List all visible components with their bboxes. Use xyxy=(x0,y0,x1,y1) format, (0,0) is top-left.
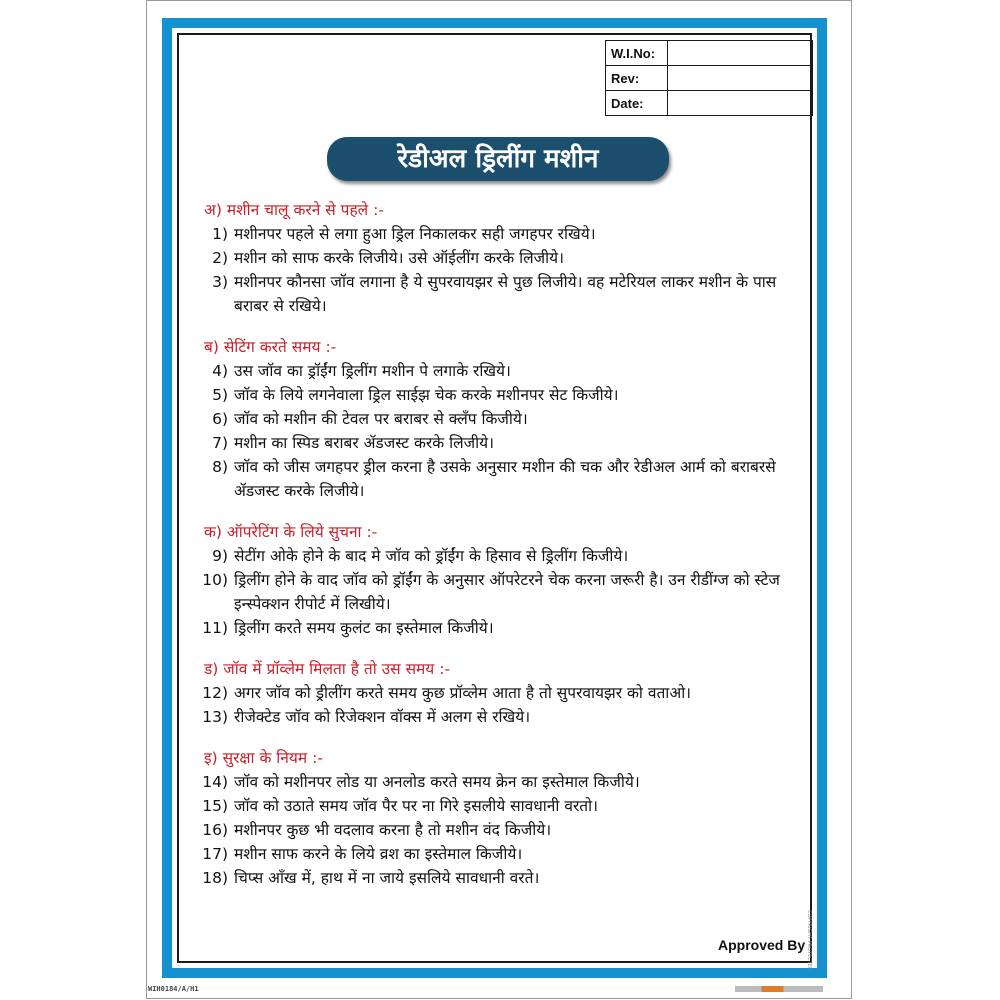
list-item xyxy=(196,270,806,318)
item-text: मशीन का स्पिड बराबर ॲडजस्ट करके लिजीये। xyxy=(234,434,494,452)
work-instruction-info-table xyxy=(605,40,813,116)
list-item xyxy=(196,705,806,729)
list-item xyxy=(196,246,806,270)
list-item xyxy=(196,359,806,383)
wi-no-value xyxy=(668,41,813,66)
item-number: 17) xyxy=(202,845,228,863)
item-text: जॉव को मशीन की टेवल पर बराबर से क्लॅंप किजीये। xyxy=(234,410,528,428)
list-item xyxy=(196,431,806,455)
date-label: Date: xyxy=(606,91,668,116)
item-number: 10) xyxy=(202,571,228,589)
list-item xyxy=(196,616,806,640)
item-text: मशीनपर कुछ भी वदलाव करना है तो मशीन वंद किजीये। xyxy=(234,821,552,839)
section-setting xyxy=(196,335,806,503)
list-item xyxy=(196,770,806,794)
list-item xyxy=(196,383,806,407)
item-text: मशीनपर कौनसा जॉव लगाना है ये सुपरवायझर से पुछ लिजीये। वह मटेरियल लाकर मशीन के पास बराबर से रखिये। xyxy=(234,273,777,315)
item-number: 14) xyxy=(202,773,228,791)
list-item xyxy=(196,794,806,818)
list-item xyxy=(196,842,806,866)
section-operating xyxy=(196,520,806,640)
item-text: मशीन को साफ करके लिजीये। उसे ऑईलींग करके लिजीये। xyxy=(234,249,564,267)
section-title: अ) मशीन चालू करने से पहले :- xyxy=(204,201,384,219)
item-text: चिप्स आँख में, हाथ में ना जाये इसलिये सावधानी वरते। xyxy=(234,869,540,887)
item-text: जॉव के लिये लगनेवाला ड्रिल साईझ चेक करके मशीनपर सेट किजीये। xyxy=(234,386,619,404)
section-job-problem xyxy=(196,657,806,729)
date-value xyxy=(668,91,813,116)
item-text: रीजेक्टेड जॉव को रिजेक्शन वॉक्स में अलग से रखिये। xyxy=(234,708,531,726)
instructions-content xyxy=(196,198,806,907)
list-item xyxy=(196,222,806,246)
list-item xyxy=(196,818,806,842)
item-number: 13) xyxy=(202,708,228,726)
list-item xyxy=(196,544,806,568)
document-code: WIH0184/A/H1 xyxy=(148,985,199,993)
list-item xyxy=(196,866,806,890)
item-number: 4) xyxy=(212,362,228,380)
section-title: क) ऑपरेटिंग के लिये सुचना :- xyxy=(204,523,378,541)
section-safety-rules xyxy=(196,746,806,890)
item-text: सेटींग ओके होने के बाद मे जॉव को ड्रॉईंग के हिसाव से ड्रिलींग किजीये। xyxy=(234,547,629,565)
item-number: 12) xyxy=(202,684,228,702)
item-text: ड्रिलींग होने के वाद जॉव को ड्रॉईंग के अनुसार ऑपरेटरने चेक करना जरूरी है। उन रीडींग्ज को स्टेज इन्स्पेक्शन रीपोर्ट में लिखीये। xyxy=(234,571,780,613)
date-row xyxy=(606,91,813,116)
item-number: 2) xyxy=(212,249,228,267)
item-number: 11) xyxy=(202,619,228,637)
item-text: जॉव को उठाते समय जॉव पैर पर ना गिरे इसलीये सावधानी वरतो। xyxy=(234,797,599,815)
item-number: 5) xyxy=(212,386,228,404)
item-text: मशीन साफ करने के लिये व्रश का इस्तेमाल किजीये। xyxy=(234,845,523,863)
item-number: 18) xyxy=(202,869,228,887)
copyright-text: COPYRIGHT PROTECTED xyxy=(806,910,812,971)
item-number: 1) xyxy=(212,225,228,243)
item-text: अगर जॉव को ड्रीलींग करते समय कुछ प्रॉव्लेम आता है तो सुपरवायझर को वताओ। xyxy=(234,684,692,702)
list-item xyxy=(196,681,806,705)
wi-no-row xyxy=(606,41,813,66)
item-text: जॉव को मशीनपर लोड या अनलोड करते समय क्रेन का इस्तेमाल किजीये। xyxy=(234,773,640,791)
list-item xyxy=(196,455,806,503)
section-title: इ) सुरक्षा के नियम :- xyxy=(204,749,323,767)
item-number: 7) xyxy=(212,434,228,452)
item-text: मशीनपर पहले से लगा हुआ ड्रिल निकालकर सही जगहपर रखिये। xyxy=(234,225,596,243)
item-number: 9) xyxy=(212,547,228,565)
section-before-start xyxy=(196,198,806,318)
wi-no-label: W.I.No: xyxy=(606,41,668,66)
rev-row xyxy=(606,66,813,91)
rev-value xyxy=(668,66,813,91)
page-title: रेडीअल ड्रिलींग मशीन xyxy=(327,137,669,181)
item-number: 3) xyxy=(212,273,228,291)
item-number: 16) xyxy=(202,821,228,839)
section-title: ड) जॉव में प्रॉव्लेम मिलता है तो उस समय :- xyxy=(204,660,451,678)
item-text: जॉव को जीस जगहपर ड्रील करना है उसके अनुसार मशीन की चक और रेडीअल आर्म को बराबरसे ॲडजस्ट करके लिजीये। xyxy=(234,458,776,500)
item-number: 8) xyxy=(212,458,228,476)
list-item xyxy=(196,407,806,431)
list-item xyxy=(196,568,806,616)
item-text: ड्रिलींग करते समय कुलंट का इस्तेमाल किजीये। xyxy=(234,619,494,637)
item-number: 15) xyxy=(202,797,228,815)
approved-by-label: Approved By xyxy=(718,937,806,953)
brand-logo-strip xyxy=(735,986,823,992)
item-text: उस जॉव का ड्रॉईंग ड्रिलींग मशीन पे लगाके रखिये। xyxy=(234,362,511,380)
item-number: 6) xyxy=(212,410,228,428)
section-title: ब) सेटिंग करते समय :- xyxy=(204,338,337,356)
rev-label: Rev: xyxy=(606,66,668,91)
